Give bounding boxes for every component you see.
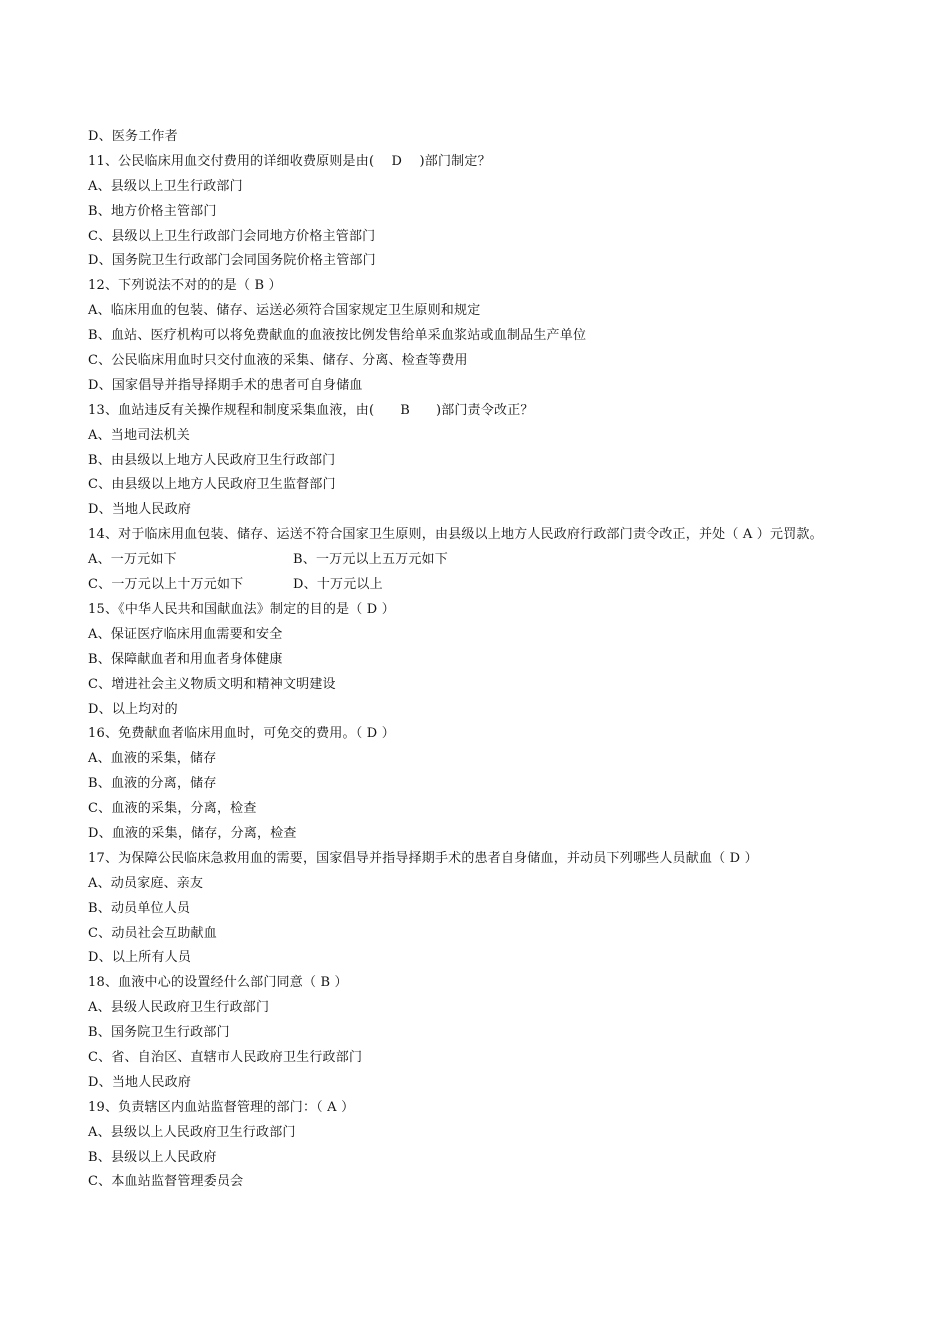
question-14: 14、对于临床用血包装、储存、运送不符合国家卫生原则，由县级以上地方人民政府行政部门责令改正，并处（ A ）元罚款。	[88, 527, 823, 543]
text-line: D、医务工作者	[88, 129, 178, 144]
option-line: C、血液的采集，分离，检查	[88, 801, 257, 817]
option-line: B、由县级以上地方人民政府卫生行政部门	[88, 452, 336, 468]
option-line: A、县级人民政府卫生行政部门	[88, 1000, 270, 1016]
option-line: B、国务院卫生行政部门	[88, 1025, 230, 1041]
option-line: D、国家倡导并指导择期手术的患者可自身储血	[88, 377, 363, 393]
question-15: 15、《中华人民共和国献血法》制定的目的是（ D ）	[88, 601, 395, 617]
option-line: B、血站、医疗机构可以将免费献血的血液按比例发售给单采血浆站或血制品生产单位	[88, 328, 587, 344]
option-d: D、十万元以上	[293, 577, 383, 593]
option-c: C、一万元以上十万元如下	[88, 577, 244, 593]
question-12: 12、下列说法不对的的是（ B ）	[88, 278, 282, 294]
option-line: A、保证医疗临床用血需要和安全	[88, 626, 283, 642]
option-line: A、动员家庭、亲友	[88, 875, 204, 891]
option-line: B、保障献血者和用血者身体健康	[88, 651, 283, 667]
question-19: 19、负责辖区内血站监督管理的部门：（ A ）	[88, 1099, 355, 1115]
question-13: 13、血站违反有关操作规程和制度采集血液，由( B )部门责令改正？	[88, 402, 534, 418]
option-line: B、县级以上人民政府	[88, 1149, 217, 1165]
option-line: C、县级以上卫生行政部门会同地方价格主管部门	[88, 228, 376, 244]
option-line: A、县级以上人民政府卫生行政部门	[88, 1124, 296, 1140]
option-line: A、临床用血的包装、储存、运送必须符合国家规定卫生原则和规定	[88, 303, 481, 319]
option-line: A、县级以上卫生行政部门	[88, 178, 243, 194]
option-row	[88, 573, 878, 598]
question-11: 11、公民临床用血交付费用的详细收费原则是由( D )部门制定？	[88, 153, 491, 169]
option-line: C、动员社会互助献血	[88, 925, 217, 941]
option-line: D、血液的采集，储存，分离，检查	[88, 825, 297, 841]
document-page	[88, 125, 878, 1195]
option-line: C、公民临床用血时只交付血液的采集、储存、分离、检查等费用	[88, 353, 468, 369]
option-line: D、以上所有人员	[88, 950, 192, 966]
option-row	[88, 548, 878, 573]
option-line: B、地方价格主管部门	[88, 203, 217, 219]
option-line: A、血液的采集，储存	[88, 751, 217, 767]
question-16: 16、免费献血者临床用血时，可免交的费用。（ D ）	[88, 726, 395, 742]
question-18: 18、血液中心的设置经什么部门同意（ B ）	[88, 975, 348, 991]
option-line: B、动员单位人员	[88, 900, 191, 916]
option-a: A、一万元如下	[88, 552, 177, 568]
option-line: C、本血站监督管理委员会	[88, 1174, 244, 1190]
option-line: D、当地人民政府	[88, 1074, 192, 1090]
option-line: D、国务院卫生行政部门会同国务院价格主管部门	[88, 253, 376, 269]
option-line: C、增进社会主义物质文明和精神文明建设	[88, 676, 336, 692]
option-line: A、当地司法机关	[88, 427, 190, 443]
question-17: 17、为保障公民临床急救用血的需要，国家倡导并指导择期手术的患者自身储血，并动员下列哪些人员献血（ D ）	[88, 850, 758, 866]
option-line: B、血液的分离，储存	[88, 776, 217, 792]
option-line: D、以上均对的	[88, 701, 178, 717]
option-line: C、由县级以上地方人民政府卫生监督部门	[88, 477, 336, 493]
option-line: C、省、自治区、直辖市人民政府卫生行政部门	[88, 1049, 363, 1065]
option-line: D、当地人民政府	[88, 502, 192, 518]
option-b: B、一万元以上五万元如下	[293, 552, 448, 568]
